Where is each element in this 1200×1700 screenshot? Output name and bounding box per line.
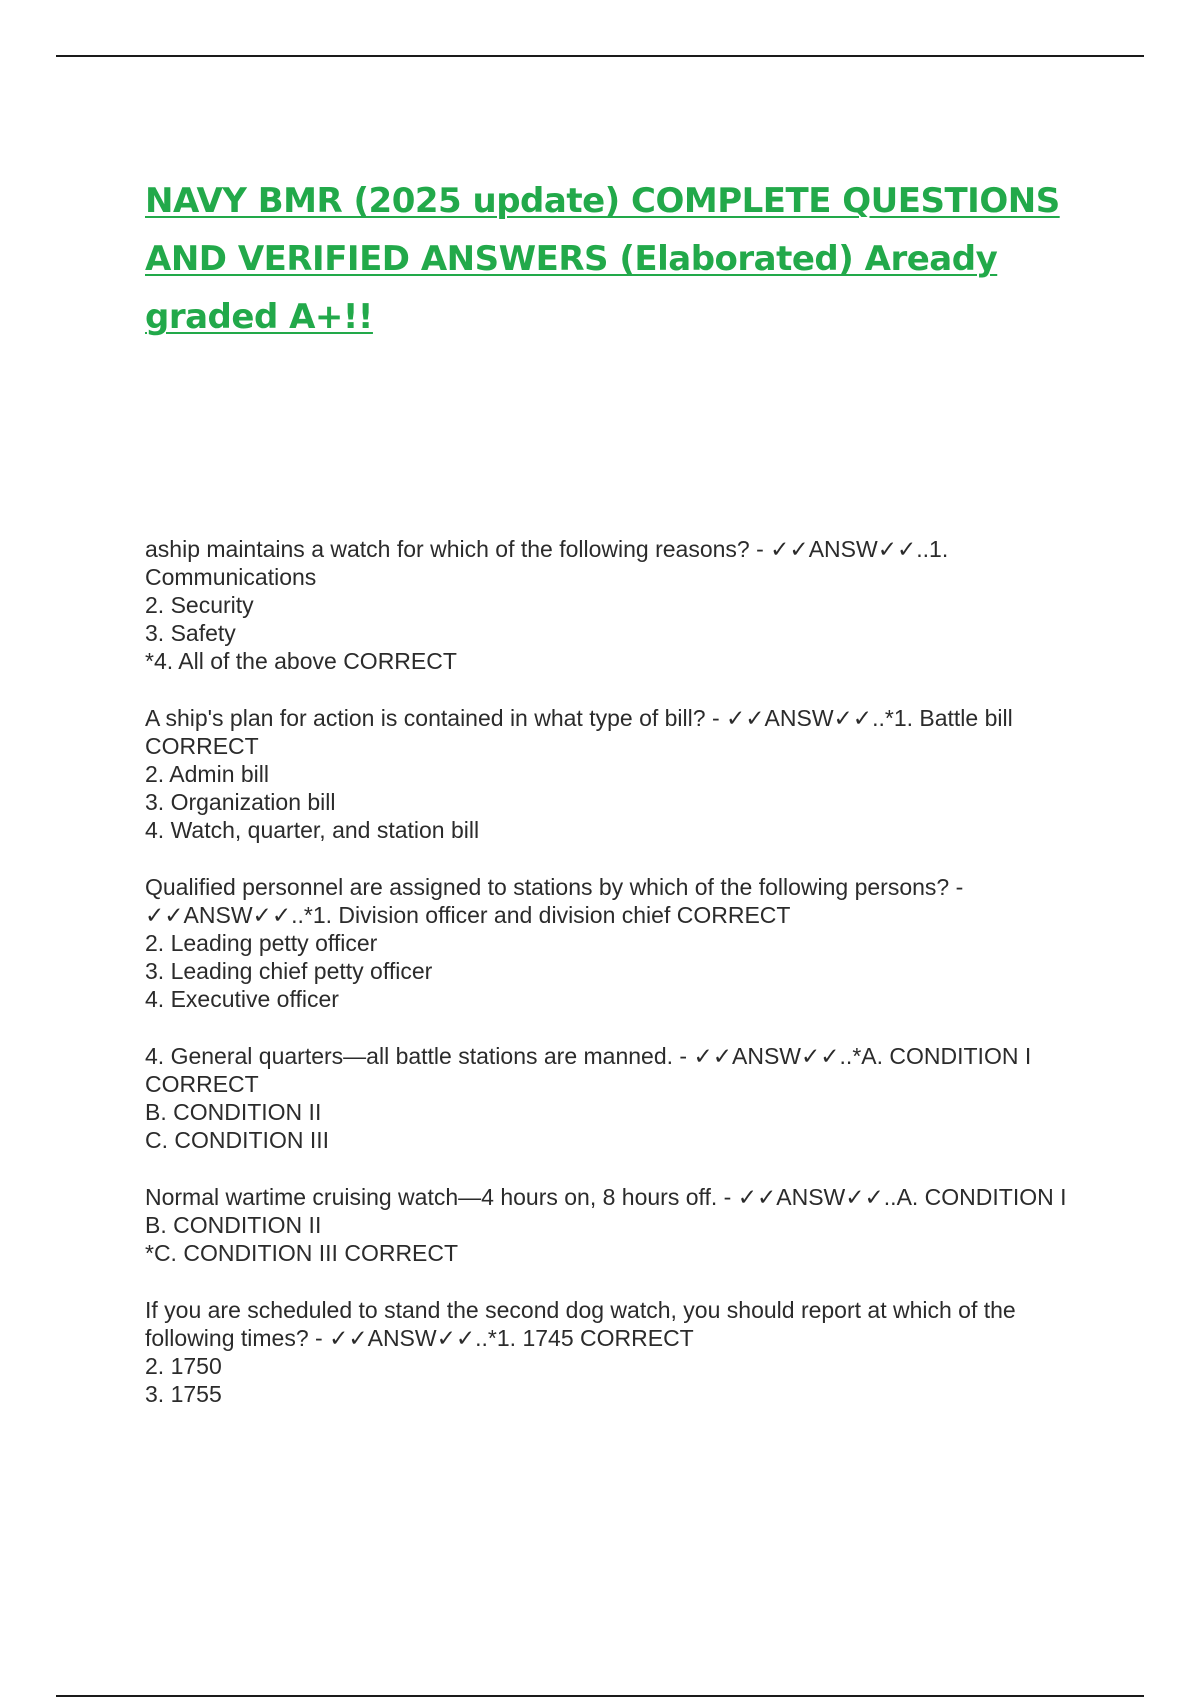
- answer-option: 4. Executive officer: [145, 986, 339, 1012]
- answer-option: B. CONDITION II: [145, 1099, 322, 1125]
- answer-option: 3. Organization bill: [145, 789, 336, 815]
- answer-option: 4. Watch, quarter, and station bill: [145, 817, 480, 843]
- question-text: Qualified personnel are assigned to stations by which of the following persons? - ✓✓ANSW✓✓..*1. Division officer and division chief CORRECT: [145, 874, 964, 928]
- bottom-rule: [56, 1695, 1144, 1697]
- question-block: [145, 1183, 1085, 1267]
- question-text: aship maintains a watch for which of the following reasons? - ✓✓ANSW✓✓..1. Communications: [145, 536, 949, 590]
- question-block: [145, 704, 1085, 844]
- answer-option: C. CONDITION III: [145, 1127, 329, 1153]
- question-block: [145, 535, 1085, 675]
- question-block: [145, 873, 1085, 1013]
- question-text: Normal wartime cruising watch—4 hours on, 8 hours off. - ✓✓ANSW✓✓..A. CONDITION I: [145, 1184, 1067, 1210]
- answer-option: 3. Leading chief petty officer: [145, 958, 433, 984]
- question-block: [145, 1042, 1085, 1154]
- answer-option: 2. Admin bill: [145, 761, 270, 787]
- answer-option: B. CONDITION II: [145, 1212, 322, 1238]
- question-text: A ship's plan for action is contained in what type of bill? - ✓✓ANSW✓✓..*1. Battle bill CORRECT: [145, 705, 1013, 759]
- question-list: [145, 535, 1085, 1437]
- answer-option: *C. CONDITION III CORRECT: [145, 1240, 459, 1266]
- document-title: NAVY BMR (2025 update) COMPLETE QUESTIONS AND VERIFIED ANSWERS (Elaborated) Aready graded A+!!: [145, 181, 1060, 337]
- question-text: If you are scheduled to stand the second dog watch, you should report at which of the following times? - ✓✓ANSW✓✓..*1. 1745 CORRECT: [145, 1297, 1016, 1351]
- answer-option: 3. 1755: [145, 1381, 222, 1407]
- answer-option: 2. Security: [145, 592, 254, 618]
- top-rule: [56, 55, 1144, 57]
- answer-option: 3. Safety: [145, 620, 236, 646]
- answer-option: *4. All of the above CORRECT: [145, 648, 457, 674]
- question-block: [145, 1296, 1085, 1408]
- answer-option: 2. Leading petty officer: [145, 930, 378, 956]
- question-text: 4. General quarters—all battle stations are manned. - ✓✓ANSW✓✓..*A. CONDITION I CORRECT: [145, 1043, 1032, 1097]
- answer-option: 2. 1750: [145, 1353, 222, 1379]
